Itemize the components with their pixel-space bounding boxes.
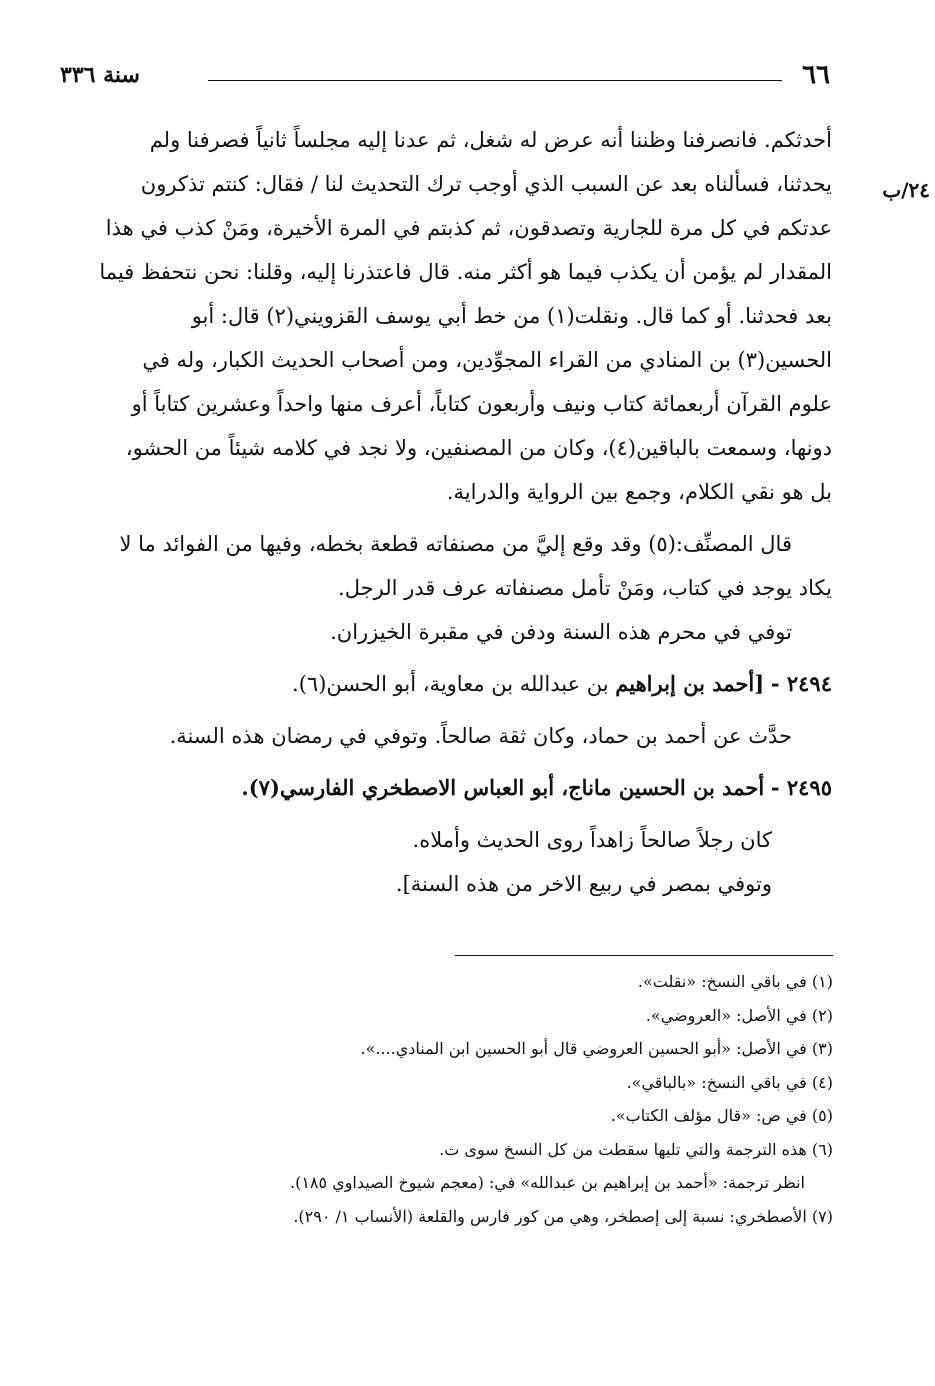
entry-name: [أحمد بن إبراهيم bbox=[615, 671, 765, 696]
entry-name: أحمد بن الحسين ماناج، أبو العباس الاصطخري الفارسي(٧). bbox=[241, 775, 765, 800]
entry-2495-heading bbox=[80, 766, 832, 810]
footnote: (٣) في الأصل: «أبو الحسين العروضي قال أبو الحسين ابن المنادي....». bbox=[360, 1039, 833, 1058]
text-line: الحسين(٣) بن المنادي من القراء المجوِّدين، ومن أصحاب الحديث الكبار، وله في bbox=[142, 348, 832, 372]
spacer bbox=[80, 654, 832, 662]
entry-2494-text: حدَّث عن أحمد بن حماد، وكان ثقة صالحاً. وتوفي في رمضان هذه السنة. bbox=[169, 724, 792, 748]
folio-margin-note: ٢٤/ب bbox=[882, 178, 930, 202]
text-line: علوم القرآن أربعمائة كتاب ونيف وأربعون كتاباً، أعرف منها واحداً وعشرين كتاباً أو bbox=[131, 392, 832, 416]
entry-lineage: بن عبدالله بن معاوية، أبو الحسن(٦). bbox=[292, 672, 609, 696]
text-line: أحدثكم. فانصرفنا وظننا أنه عرض له شغل، ثم عدنا إليه مجلساً ثانياً فصرفنا ولم bbox=[149, 128, 832, 152]
entry-2495-line: كان رجلاً صالحاً زاهداً روى الحديث وأملاه. bbox=[412, 828, 772, 852]
year-label: سنة ٣٣٦ bbox=[60, 62, 140, 88]
header-rule bbox=[208, 80, 782, 81]
page-header bbox=[60, 60, 830, 100]
footnote: (٦) هذه الترجمة والتي تليها سقطت من كل النسخ سوى ت. bbox=[439, 1139, 833, 1159]
spacer bbox=[80, 706, 832, 714]
main-text bbox=[80, 118, 832, 906]
entry-number: ٢٤٩٤ - bbox=[770, 671, 832, 696]
text-line: عدتكم في كل مرة للجارية وتصدقون، ثم كذبتم في المرة الأخيرة، ومَنْ كذب في هذا bbox=[105, 216, 832, 240]
footnote-rule bbox=[455, 955, 833, 956]
footnote: (٥) في ص: «قال مؤلف الكتاب». bbox=[610, 1106, 833, 1125]
text-line: يحدثنا، فسألناه بعد عن السبب الذي أوجب ترك التحديث لنا / فقال: كنتم تذكرون bbox=[140, 172, 832, 196]
entry-2495-line: وتوفي بمصر في ربيع الاخر من هذه السنة]. bbox=[395, 872, 772, 896]
footnote: (١) في باقي النسخ: «نقلت». bbox=[637, 972, 833, 991]
author-note-line: يكاد يوجد في كتاب، ومَنْ تأمل مصنفاته عرف قدر الرجل. bbox=[338, 576, 832, 600]
footnote: انظر ترجمة: «أحمد بن إبراهيم بن عبدالله» في: (معجم شيوخ الصيداوي ١٨٥). bbox=[289, 1173, 805, 1192]
footnote: (٢) في الأصل: «العروضي». bbox=[645, 1005, 833, 1025]
text-line: دونها، وسمعت بالباقين(٤)، وكان من المصنفين، ولا نجد في كلامه شيئاً من الحشو، bbox=[125, 436, 832, 460]
text-line: بل هو نقي الكلام، وجمع بين الرواية والدراية. bbox=[446, 480, 832, 504]
footnote: (٧) الأصطخري: نسبة إلى إصطخر، وهي من كور فارس والقلعة (الأنساب ١/ ٢٩٠). bbox=[293, 1206, 833, 1226]
entry-number: ٢٤٩٥ - bbox=[770, 775, 832, 800]
entry-2494-heading bbox=[80, 662, 832, 706]
spacer bbox=[80, 758, 832, 766]
spacer bbox=[80, 514, 832, 522]
text-line: المقدار لم يؤمن أن يكذب فيما هو أكثر منه. قال فاعتذرنا إليه، وقلنا: نحن نتحفظ فيما bbox=[99, 260, 832, 284]
footnotes bbox=[220, 965, 833, 1233]
author-note-line: قال المصنِّف:(٥) وقد وقع إليَّ من مصنفاته قطعة بخطه، وفيها من الفوائد ما لا bbox=[119, 532, 792, 556]
page-number: ٦٦ bbox=[802, 60, 830, 90]
text-line: بعد فحدثنا. أو كما قال. ونقلت(١) من خط أبي يوسف القزويني(٢) قال: أبو bbox=[191, 304, 832, 328]
spacer bbox=[80, 810, 832, 818]
death-line: توفي في محرم هذه السنة ودفن في مقبرة الخيزران. bbox=[330, 620, 792, 644]
footnote: (٤) في باقي النسخ: «بالباقي». bbox=[626, 1072, 833, 1092]
